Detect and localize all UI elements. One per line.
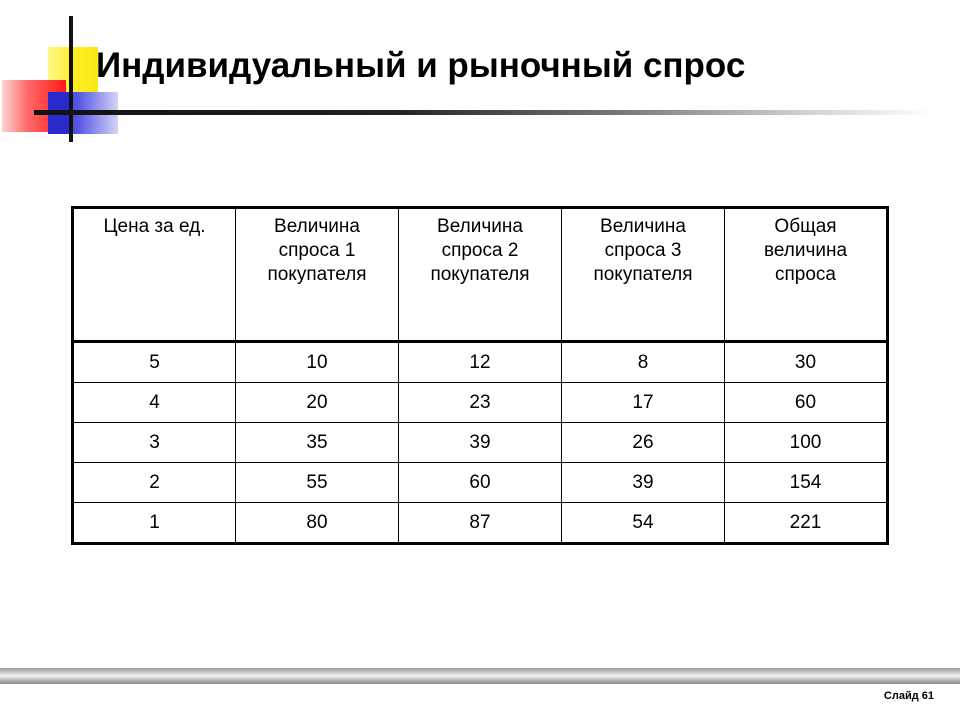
cell-buyer-2: 39 xyxy=(399,423,562,463)
cell-buyer-3: 54 xyxy=(562,503,725,544)
header-buyer-1 xyxy=(236,208,399,342)
cell-buyer-1: 55 xyxy=(236,463,399,503)
header-total xyxy=(725,208,888,342)
cell-total: 100 xyxy=(725,423,888,463)
cell-buyer-1: 20 xyxy=(236,383,399,423)
cell-buyer-3: 26 xyxy=(562,423,725,463)
cell-buyer-3: 39 xyxy=(562,463,725,503)
cell-buyer-3: 17 xyxy=(562,383,725,423)
table-row xyxy=(73,503,888,544)
title-underline xyxy=(34,110,934,115)
table-header-row xyxy=(73,208,888,342)
cell-buyer-1: 35 xyxy=(236,423,399,463)
header-buyer-3 xyxy=(562,208,725,342)
cell-buyer-2: 60 xyxy=(399,463,562,503)
header-price-label: Цена за ед. xyxy=(103,216,206,237)
cell-buyer-2: 23 xyxy=(399,383,562,423)
header-buyer-2-label: Величина спроса 2 покупателя xyxy=(430,216,530,285)
cell-buyer-1: 80 xyxy=(236,503,399,544)
cell-total: 154 xyxy=(725,463,888,503)
table-row xyxy=(73,342,888,383)
cell-buyer-2: 12 xyxy=(399,342,562,383)
table-row xyxy=(73,383,888,423)
table-row xyxy=(73,463,888,503)
cell-total: 60 xyxy=(725,383,888,423)
cell-price: 5 xyxy=(73,342,236,383)
footer-bar xyxy=(0,668,960,684)
slide-number: Слайд 61 xyxy=(883,690,934,702)
header-buyer-3-label: Величина спроса 3 покупателя xyxy=(593,216,693,285)
table-row xyxy=(73,423,888,463)
slide-title: Индивидуальный и рыночный спрос xyxy=(96,46,746,85)
cell-total: 30 xyxy=(725,342,888,383)
cell-total: 221 xyxy=(725,503,888,544)
header-buyer-2 xyxy=(399,208,562,342)
cell-price: 3 xyxy=(73,423,236,463)
cell-buyer-1: 10 xyxy=(236,342,399,383)
logo-vertical-line xyxy=(69,16,73,142)
cell-price: 4 xyxy=(73,383,236,423)
cell-buyer-3: 8 xyxy=(562,342,725,383)
demand-table xyxy=(71,206,889,545)
cell-buyer-2: 87 xyxy=(399,503,562,544)
cell-price: 1 xyxy=(73,503,236,544)
header-buyer-1-label: Величина спроса 1 покупателя xyxy=(267,216,367,285)
header-total-label: Общая величина спроса xyxy=(763,216,848,285)
header-price xyxy=(73,208,236,342)
cell-price: 2 xyxy=(73,463,236,503)
